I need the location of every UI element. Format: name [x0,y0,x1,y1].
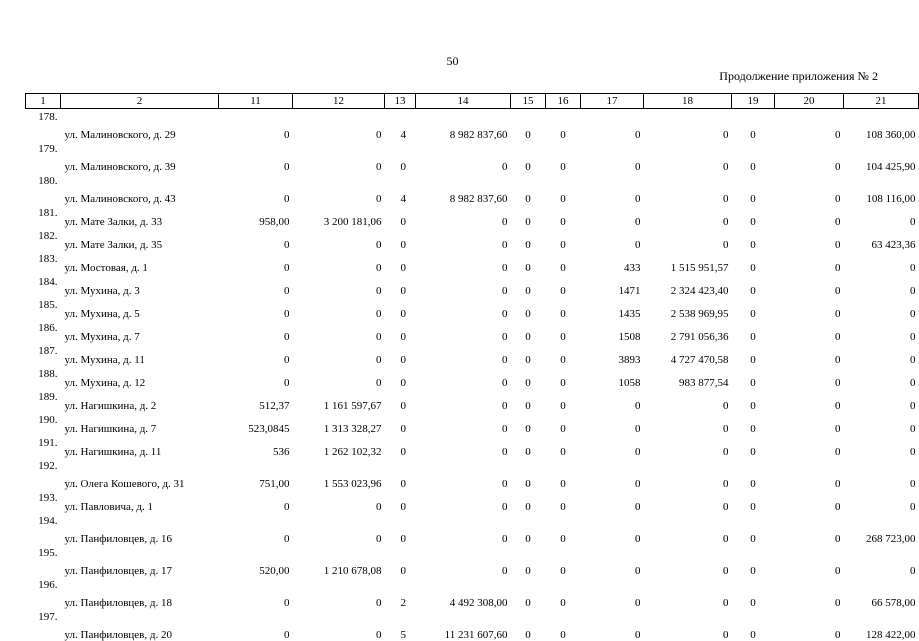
value-cell: 512,37 [219,389,293,412]
value-cell: 0 [775,458,844,490]
value-cell: 0 [732,366,775,389]
value-cell: 0 [385,412,416,435]
value-cell: 0 [546,109,581,142]
value-cell: 0 [511,412,546,435]
row-number: 187. [26,343,61,366]
value-cell: 0 [546,389,581,412]
value-cell: 0 [644,109,732,142]
row-number: 193. [26,490,61,513]
value-cell: 0 [581,173,644,205]
table-row [26,297,919,320]
value-cell: 0 [732,320,775,343]
row-number: 189. [26,389,61,412]
value-cell: 0 [775,141,844,173]
value-cell: 0 [293,141,385,173]
value-cell: 0 [293,343,385,366]
value-cell: 0 [844,545,919,577]
address-cell: ул. Панфиловцев, д. 16 [61,513,219,545]
value-cell: 4 [385,109,416,142]
value-cell: 0 [775,297,844,320]
value-cell: 0 [732,141,775,173]
value-cell: 0 [844,458,919,490]
value-cell: 0 [385,490,416,513]
value-cell: 0 [581,545,644,577]
value-cell: 268 723,00 [844,513,919,545]
address-cell: ул. Малиновского, д. 39 [61,141,219,173]
value-cell: 0 [293,513,385,545]
value-cell: 0 [546,297,581,320]
value-cell: 0 [775,412,844,435]
continuation-heading: Продолжение приложения № 2 [719,69,878,84]
address-cell: ул. Мате Залки, д. 35 [61,228,219,251]
value-cell: 0 [385,343,416,366]
value-cell: 0 [219,228,293,251]
value-cell: 0 [511,228,546,251]
value-cell: 4 [385,173,416,205]
value-cell: 0 [581,577,644,609]
value-cell: 0 [511,513,546,545]
value-cell: 8 982 837,60 [416,109,511,142]
value-cell: 0 [775,320,844,343]
value-cell: 0 [416,297,511,320]
value-cell: 0 [546,366,581,389]
value-cell: 0 [732,412,775,435]
value-cell: 0 [293,173,385,205]
table-body [26,109,919,641]
value-cell: 0 [293,228,385,251]
table-row [26,228,919,251]
table-row [26,490,919,513]
value-cell: 0 [546,513,581,545]
value-cell: 128 422,00 [844,609,919,641]
row-number: 185. [26,297,61,320]
value-cell: 0 [644,228,732,251]
table-row [26,366,919,389]
value-cell: 0 [581,141,644,173]
value-cell: 108 116,00 [844,173,919,205]
column-header: 19 [732,94,775,109]
value-cell: 0 [219,297,293,320]
value-cell: 0 [581,205,644,228]
value-cell: 0 [775,109,844,142]
value-cell: 0 [546,228,581,251]
value-cell: 0 [416,412,511,435]
value-cell: 0 [581,458,644,490]
value-cell: 0 [775,513,844,545]
value-cell: 0 [775,490,844,513]
value-cell: 0 [511,490,546,513]
value-cell: 0 [416,228,511,251]
value-cell: 0 [732,545,775,577]
value-cell: 0 [546,412,581,435]
table-row [26,609,919,641]
table-row [26,251,919,274]
value-cell: 0 [385,458,416,490]
column-header: 2 [61,94,219,109]
value-cell: 0 [511,205,546,228]
value-cell: 0 [511,609,546,641]
value-cell: 0 [219,251,293,274]
value-cell: 0 [293,251,385,274]
row-number: 194. [26,513,61,545]
value-cell: 0 [293,490,385,513]
address-cell: ул. Мухина, д. 12 [61,366,219,389]
value-cell: 0 [732,274,775,297]
value-cell: 0 [219,490,293,513]
value-cell: 0 [511,458,546,490]
value-cell: 0 [219,609,293,641]
value-cell: 0 [219,366,293,389]
value-cell: 0 [511,389,546,412]
value-cell: 0 [219,274,293,297]
value-cell: 1 161 597,67 [293,389,385,412]
column-header: 15 [511,94,546,109]
value-cell: 0 [293,109,385,142]
value-cell: 0 [581,609,644,641]
value-cell: 1435 [581,297,644,320]
address-cell: ул. Мухина, д. 11 [61,343,219,366]
value-cell: 0 [219,173,293,205]
value-cell: 0 [416,389,511,412]
value-cell: 0 [546,274,581,297]
column-header: 11 [219,94,293,109]
column-header: 20 [775,94,844,109]
value-cell: 0 [775,228,844,251]
value-cell: 0 [511,297,546,320]
row-number: 192. [26,458,61,490]
value-cell: 0 [219,343,293,366]
value-cell: 0 [546,609,581,641]
column-header: 14 [416,94,511,109]
value-cell: 1 313 328,27 [293,412,385,435]
value-cell: 8 982 837,60 [416,173,511,205]
value-cell: 0 [844,366,919,389]
value-cell: 0 [775,205,844,228]
value-cell: 0 [385,366,416,389]
value-cell: 0 [416,513,511,545]
data-table [25,93,919,641]
value-cell: 0 [219,513,293,545]
value-cell: 0 [385,389,416,412]
address-cell: ул. Нагишкина, д. 7 [61,412,219,435]
value-cell: 0 [385,274,416,297]
value-cell: 0 [732,490,775,513]
row-number: 179. [26,141,61,173]
table-row [26,435,919,458]
value-cell: 0 [511,251,546,274]
column-header: 13 [385,94,416,109]
value-cell: 0 [416,458,511,490]
value-cell: 0 [844,435,919,458]
value-cell: 0 [416,251,511,274]
value-cell: 0 [775,366,844,389]
value-cell: 0 [511,274,546,297]
value-cell: 0 [385,251,416,274]
value-cell: 0 [293,366,385,389]
value-cell: 0 [581,228,644,251]
value-cell: 0 [644,412,732,435]
value-cell: 0 [775,577,844,609]
table-row [26,343,919,366]
value-cell: 0 [732,173,775,205]
value-cell: 0 [775,343,844,366]
value-cell: 0 [844,320,919,343]
value-cell: 0 [775,545,844,577]
value-cell: 0 [546,320,581,343]
address-cell: ул. Нагишкина, д. 2 [61,389,219,412]
value-cell: 0 [546,173,581,205]
value-cell: 0 [546,205,581,228]
value-cell: 0 [293,609,385,641]
value-cell: 0 [581,389,644,412]
value-cell: 66 578,00 [844,577,919,609]
value-cell: 0 [219,109,293,142]
value-cell: 0 [644,609,732,641]
value-cell: 1508 [581,320,644,343]
column-header: 16 [546,94,581,109]
table-row [26,274,919,297]
value-cell: 0 [732,609,775,641]
row-number: 186. [26,320,61,343]
value-cell: 536 [219,435,293,458]
value-cell: 11 231 607,60 [416,609,511,641]
value-cell: 0 [775,435,844,458]
row-number: 184. [26,274,61,297]
value-cell: 0 [416,274,511,297]
value-cell: 0 [775,173,844,205]
value-cell: 0 [293,577,385,609]
column-header: 18 [644,94,732,109]
address-cell: ул. Мухина, д. 7 [61,320,219,343]
value-cell: 0 [293,320,385,343]
table-row [26,141,919,173]
value-cell: 0 [644,205,732,228]
table-row [26,173,919,205]
value-cell: 63 423,36 [844,228,919,251]
value-cell: 0 [644,141,732,173]
value-cell: 4 727 470,58 [644,343,732,366]
row-number: 196. [26,577,61,609]
table-row [26,320,919,343]
value-cell: 3 200 181,06 [293,205,385,228]
value-cell: 0 [581,490,644,513]
address-cell: ул. Павловича, д. 1 [61,490,219,513]
value-cell: 2 [385,577,416,609]
table-row [26,205,919,228]
value-cell: 0 [644,490,732,513]
value-cell: 0 [732,343,775,366]
address-cell: ул. Мухина, д. 3 [61,274,219,297]
row-number: 190. [26,412,61,435]
address-cell: ул. Панфиловцев, д. 18 [61,577,219,609]
page-number: 50 [0,54,905,69]
value-cell: 0 [546,251,581,274]
value-cell: 520,00 [219,545,293,577]
value-cell: 0 [385,297,416,320]
value-cell: 0 [385,513,416,545]
address-cell: ул. Панфиловцев, д. 20 [61,609,219,641]
row-number: 183. [26,251,61,274]
value-cell: 0 [219,577,293,609]
value-cell: 0 [416,343,511,366]
row-number: 182. [26,228,61,251]
row-number: 181. [26,205,61,228]
value-cell: 0 [385,320,416,343]
value-cell: 0 [775,609,844,641]
value-cell: 0 [546,577,581,609]
value-cell: 958,00 [219,205,293,228]
value-cell: 0 [511,141,546,173]
value-cell: 0 [732,458,775,490]
value-cell: 0 [732,577,775,609]
value-cell: 0 [416,545,511,577]
value-cell: 108 360,00 [844,109,919,142]
value-cell: 0 [844,412,919,435]
value-cell: 2 791 056,36 [644,320,732,343]
address-cell: ул. Малиновского, д. 43 [61,173,219,205]
value-cell: 0 [546,458,581,490]
value-cell: 0 [644,389,732,412]
value-cell: 0 [416,366,511,389]
value-cell: 751,00 [219,458,293,490]
row-number: 197. [26,609,61,641]
value-cell: 0 [511,577,546,609]
address-cell: ул. Мостовая, д. 1 [61,251,219,274]
table-header [26,94,919,109]
value-cell: 0 [732,228,775,251]
value-cell: 983 877,54 [644,366,732,389]
value-cell: 0 [732,513,775,545]
row-number: 191. [26,435,61,458]
value-cell: 0 [219,141,293,173]
value-cell: 0 [546,545,581,577]
column-header: 17 [581,94,644,109]
address-cell: ул. Мухина, д. 5 [61,297,219,320]
value-cell: 0 [511,366,546,389]
value-cell: 0 [775,389,844,412]
column-header: 12 [293,94,385,109]
value-cell: 0 [511,173,546,205]
address-cell: ул. Панфиловцев, д. 17 [61,545,219,577]
value-cell: 2 538 969,95 [644,297,732,320]
value-cell: 0 [293,274,385,297]
value-cell: 0 [775,274,844,297]
value-cell: 0 [581,513,644,545]
value-cell: 0 [844,251,919,274]
value-cell: 1 210 678,08 [293,545,385,577]
value-cell: 0 [844,205,919,228]
value-cell: 433 [581,251,644,274]
value-cell: 0 [293,297,385,320]
value-cell: 0 [416,490,511,513]
value-cell: 0 [416,205,511,228]
table-row [26,577,919,609]
value-cell: 0 [511,435,546,458]
column-header: 21 [844,94,919,109]
value-cell: 0 [385,435,416,458]
value-cell: 0 [581,109,644,142]
value-cell: 0 [732,205,775,228]
table-row [26,545,919,577]
address-cell: ул. Олега Кошевого, д. 31 [61,458,219,490]
value-cell: 0 [385,205,416,228]
value-cell: 0 [385,545,416,577]
value-cell: 0 [844,389,919,412]
row-number: 180. [26,173,61,205]
value-cell: 5 [385,609,416,641]
value-cell: 2 324 423,40 [644,274,732,297]
value-cell: 3893 [581,343,644,366]
value-cell: 0 [385,228,416,251]
value-cell: 0 [546,435,581,458]
value-cell: 0 [581,412,644,435]
value-cell: 0 [644,458,732,490]
value-cell: 0 [416,141,511,173]
value-cell: 0 [644,173,732,205]
value-cell: 0 [546,343,581,366]
address-cell: ул. Мате Залки, д. 33 [61,205,219,228]
value-cell: 0 [385,141,416,173]
value-cell: 0 [844,343,919,366]
column-header: 1 [26,94,61,109]
value-cell: 1471 [581,274,644,297]
value-cell: 0 [732,389,775,412]
value-cell: 0 [732,297,775,320]
value-cell: 523,0845 [219,412,293,435]
value-cell: 1 515 951,57 [644,251,732,274]
value-cell: 0 [416,435,511,458]
row-number: 188. [26,366,61,389]
table-row [26,389,919,412]
table-row [26,412,919,435]
value-cell: 0 [219,320,293,343]
value-cell: 0 [732,435,775,458]
value-cell: 0 [844,297,919,320]
value-cell: 0 [844,490,919,513]
value-cell: 1 553 023,96 [293,458,385,490]
value-cell: 0 [644,545,732,577]
value-cell: 0 [644,513,732,545]
value-cell: 0 [511,343,546,366]
value-cell: 0 [511,545,546,577]
value-cell: 0 [644,577,732,609]
value-cell: 0 [416,320,511,343]
value-cell: 0 [511,109,546,142]
row-number: 178. [26,109,61,142]
value-cell: 0 [511,320,546,343]
value-cell: 104 425,90 [844,141,919,173]
value-cell: 0 [732,109,775,142]
value-cell: 0 [546,141,581,173]
table-row [26,109,919,142]
row-number: 195. [26,545,61,577]
value-cell: 0 [644,435,732,458]
value-cell: 0 [546,490,581,513]
value-cell: 4 492 308,00 [416,577,511,609]
value-cell: 0 [732,251,775,274]
table-row [26,458,919,490]
table-row [26,513,919,545]
value-cell: 0 [581,435,644,458]
address-cell: ул. Малиновского, д. 29 [61,109,219,142]
value-cell: 1 262 102,32 [293,435,385,458]
value-cell: 1058 [581,366,644,389]
address-cell: ул. Нагишкина, д. 11 [61,435,219,458]
value-cell: 0 [775,251,844,274]
value-cell: 0 [844,274,919,297]
